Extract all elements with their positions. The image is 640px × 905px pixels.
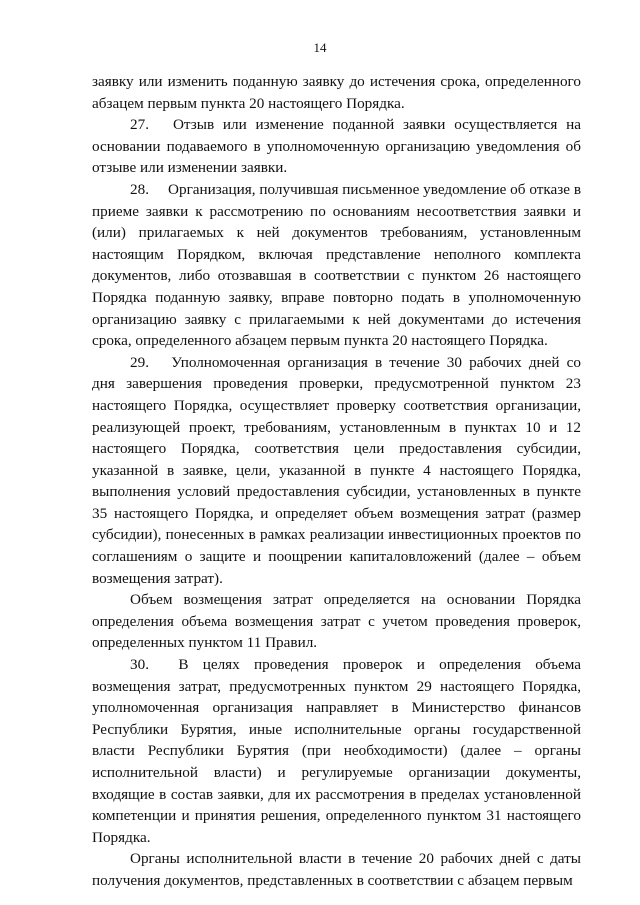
paragraph-29: 29. Уполномоченная организация в течение 30 рабочих дней со дня завершения проведения проверки, предусмотренной пунктом 23 настоящего Порядка, осуществляет проверку соответствия организации, реализующей проект, требованиям, установленным в пунктах 10 и 12 настоящего Порядка, соответствия цели предоставления субсидии, указанной в заявке, цели, указанной в пункте 4 настоящего Порядка, выполнения условий предоставления субсидии, установленных в пункте 35 настоящего Порядка, и определяет объем возмещения затрат (размер субсидии), понесенных в рамках реализации инвестиционных проектов по соглашениям о защите и поощрении капиталовложений (далее – объем возмещения затрат).: [92, 353, 581, 587]
paragraph-29-cost-volume: Объем возмещения затрат определяется на основании Порядка определения объема возмещения затрат с учетом проведения проверок, определенных пунктом 11 Правил.: [92, 591, 581, 652]
paragraph-28: 28. Организация, получившая письменное уведомление об отказе в приеме заявки к рассмотрению по основаниям несоответствия заявки и (или) прилагаемых к ней документов требованиям, установленным настоящим Порядком, включая представление неполного комплекта документов, либо отозвавшая в соответствии с пунктом 26 настоящего Порядка поданную заявку, вправе повторно подать в уполномоченную организацию заявку с прилагаемыми к ней документами до истечения срока, определенного абзацем первым пункта 20 настоящего Порядка.: [92, 180, 581, 350]
paragraph-30-authorities: Органы исполнительной власти в течение 20 рабочих дней с даты получения документов, представленных в соответствии с абзацем первым: [92, 850, 581, 889]
page-number: 14: [313, 40, 327, 55]
paragraph-30: 30. В целях проведения проверок и определения объема возмещения затрат, предусмотренных пунктом 29 настоящего Порядка, уполномоченная организация направляет в Министерство финансов Республики Бурятия, иные исполнительные органы государственной власти Республики Бурятия (при необходимости) (далее – органы исполнительной власти) и регулируемые организации документы, входящие в состав заявки, для их рассмотрения в пределах установленной компетенции и принятия решения, определенного пунктом 31 настоящего Порядка.: [92, 656, 581, 846]
paragraph-continuation: заявку или изменить поданную заявку до истечения срока, определенного абзацем первым пункта 20 настоящего Порядка.: [92, 73, 581, 112]
document-body: [92, 71, 581, 892]
paragraph-27: 27. Отзыв или изменение поданной заявки осуществляется на основании подаваемого в уполномоченную организацию уведомления об отзыве или изменении заявки.: [92, 116, 581, 177]
